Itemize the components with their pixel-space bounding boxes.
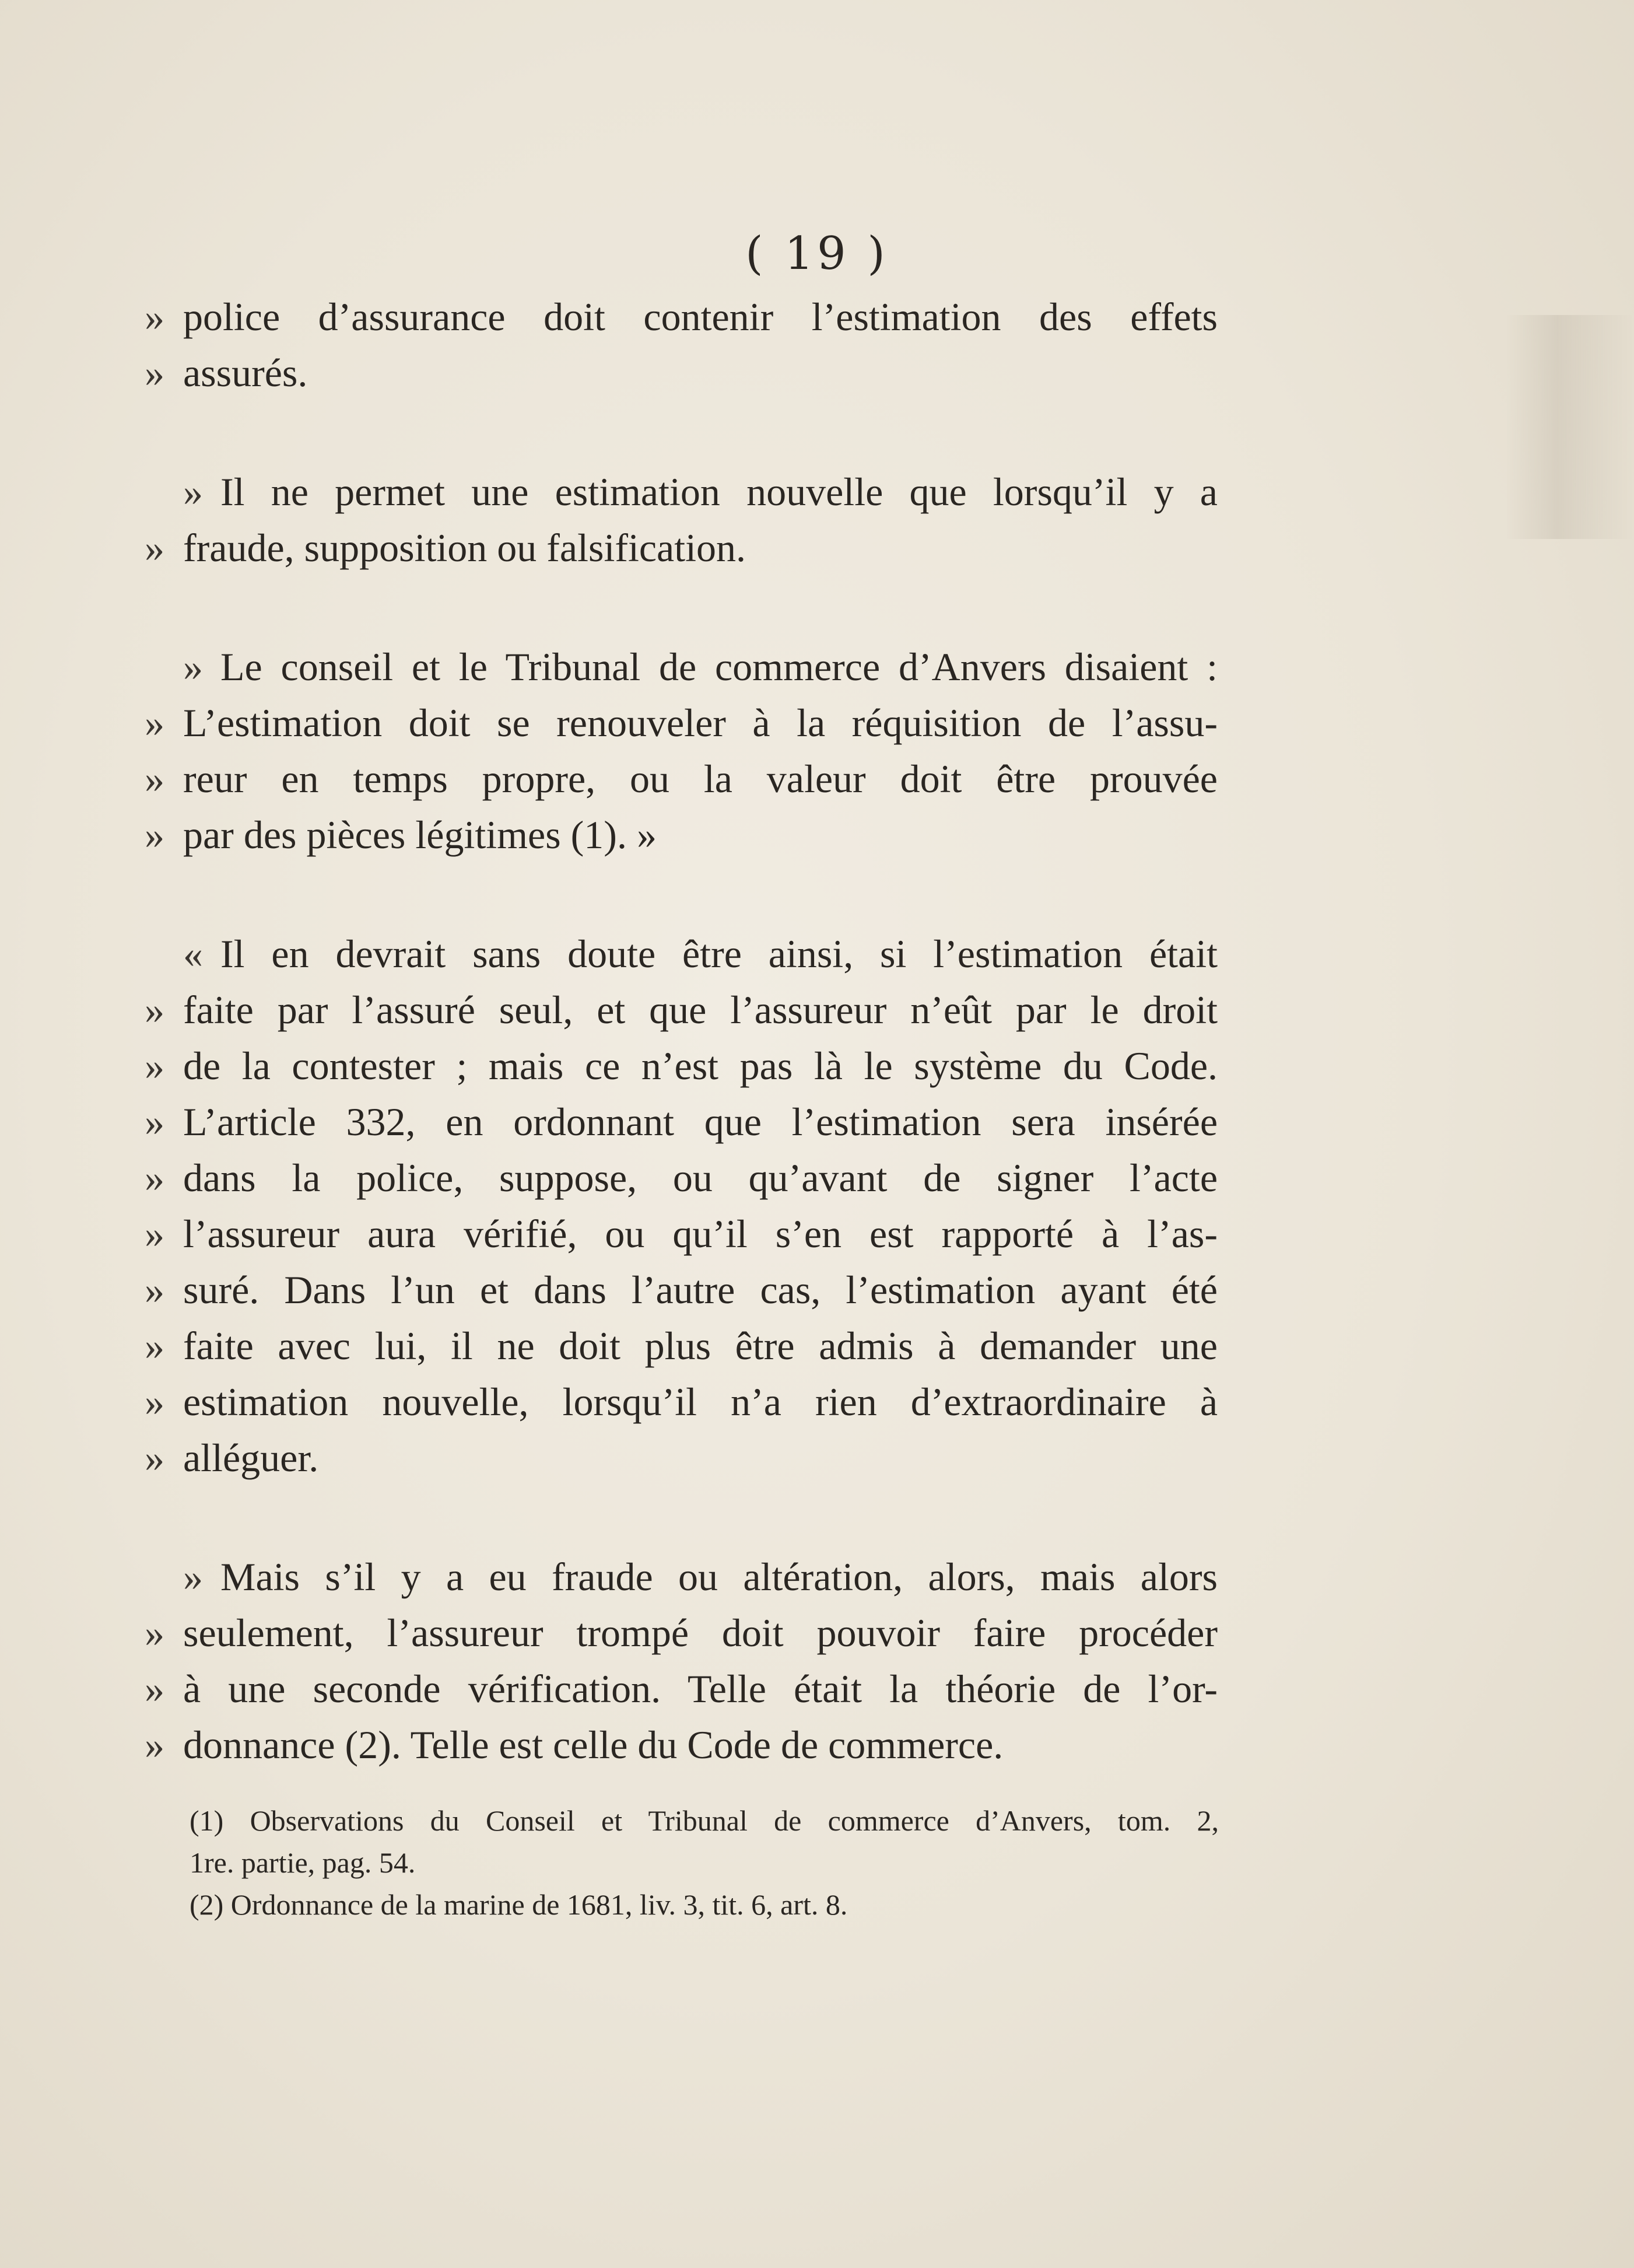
text-line <box>145 1318 1218 1374</box>
line-text: L’estimation doit se renouveler à la réquisition de l’assu- <box>183 701 1218 745</box>
text-line <box>145 751 1218 807</box>
text-line <box>145 1717 1218 1773</box>
line-text: estimation nouvelle, lorsqu’il n’a rien d’extraordinaire à <box>183 1380 1218 1424</box>
quote-mark: « <box>183 932 203 976</box>
text-line <box>145 1549 1218 1605</box>
quote-mark: » <box>145 1380 164 1424</box>
footnotes <box>190 1800 1219 1926</box>
text-line <box>145 982 1218 1038</box>
paragraph <box>145 926 1218 1486</box>
quote-mark: » <box>145 295 164 339</box>
quote-mark: » <box>145 988 164 1032</box>
quote-mark: » <box>145 1268 164 1312</box>
quote-mark: » <box>145 351 164 395</box>
paragraph <box>145 639 1218 863</box>
quote-mark: » <box>183 645 203 689</box>
text-line <box>145 1374 1218 1430</box>
line-text: assurés. <box>183 351 308 395</box>
line-text: reur en temps propre, ou la valeur doit être prouvée <box>183 757 1218 801</box>
text-line <box>145 1094 1218 1150</box>
line-text: dans la police, suppose, ou qu’avant de signer l’acte <box>183 1156 1218 1200</box>
footnote <box>190 1884 1219 1926</box>
text-line <box>145 1206 1218 1262</box>
footnote-line: (2) Ordonnance de la marine de 1681, liv. 3, tit. 6, art. 8. <box>190 1888 848 1921</box>
show-through-text <box>1506 315 1634 2007</box>
text-line <box>145 1150 1218 1206</box>
quote-mark: » <box>145 1611 164 1655</box>
line-text: police d’assurance doit contenir l’estimation des effets <box>183 295 1218 339</box>
text-line <box>145 345 1218 401</box>
line-text: fraude, supposition ou falsification. <box>183 526 746 570</box>
footnote-line: (1) Observations du Conseil et Tribunal de commerce d’Anvers, tom. 2, <box>190 1804 1219 1837</box>
text-line <box>145 1661 1218 1717</box>
text-line <box>145 289 1218 345</box>
text-line <box>145 1038 1218 1094</box>
line-text: Il ne permet une estimation nouvelle que lorsqu’il y a <box>220 470 1218 514</box>
line-text: alléguer. <box>183 1436 319 1480</box>
quote-mark: » <box>145 1212 164 1256</box>
quote-mark: » <box>145 1100 164 1144</box>
quote-mark: » <box>145 1324 164 1368</box>
quote-mark: » <box>145 701 164 745</box>
text-line <box>145 464 1218 520</box>
line-text: de la contester ; mais ce n’est pas là le système du Code. <box>183 1044 1218 1088</box>
line-text: Il en devrait sans doute être ainsi, si l’estimation était <box>220 932 1218 976</box>
line-text: faite avec lui, il ne doit plus être admis à demander une <box>183 1324 1218 1368</box>
text-line <box>145 1430 1218 1486</box>
quote-mark: » <box>183 1555 203 1599</box>
line-text: donnance (2). Telle est celle du Code de commerce. <box>183 1723 1004 1767</box>
text-line <box>145 520 1218 576</box>
quote-mark: » <box>145 526 164 570</box>
line-text: l’assureur aura vérifié, ou qu’il s’en est rapporté à l’as- <box>183 1212 1218 1256</box>
text-line <box>145 926 1218 982</box>
quote-mark: » <box>145 757 164 801</box>
page-number: ( 19 ) <box>745 228 889 280</box>
line-text: suré. Dans l’un et dans l’autre cas, l’estimation ayant été <box>183 1268 1218 1312</box>
text-line <box>145 695 1218 751</box>
paragraph <box>145 289 1218 401</box>
line-text: faite par l’assuré seul, et que l’assureur n’eût par le droit <box>183 988 1218 1032</box>
footnote-line: 1re. partie, pag. 54. <box>190 1846 416 1879</box>
text-line <box>145 807 1218 863</box>
main-text <box>145 289 1218 1773</box>
line-text: Le conseil et le Tribunal de commerce d’Anvers disaient : <box>220 645 1218 689</box>
line-text: par des pièces légitimes (1). » <box>183 813 657 857</box>
line-text: seulement, l’assureur trompé doit pouvoir faire procéder <box>183 1611 1218 1655</box>
footnote <box>190 1800 1219 1884</box>
line-text: Mais s’il y a eu fraude ou altération, alors, mais alors <box>220 1555 1218 1599</box>
quote-mark: » <box>145 1156 164 1200</box>
text-line <box>145 1605 1218 1661</box>
paragraph <box>145 464 1218 576</box>
quote-mark: » <box>145 1436 164 1480</box>
text-line <box>145 1262 1218 1318</box>
quote-mark: » <box>145 1723 164 1767</box>
quote-mark: » <box>183 470 203 514</box>
quote-mark: » <box>145 813 164 857</box>
paragraph <box>145 1549 1218 1773</box>
text-line <box>145 639 1218 695</box>
line-text: L’article 332, en ordonnant que l’estimation sera insérée <box>183 1100 1218 1144</box>
line-text: à une seconde vérification. Telle était la théorie de l’or- <box>183 1667 1218 1711</box>
quote-mark: » <box>145 1667 164 1711</box>
quote-mark: » <box>145 1044 164 1088</box>
